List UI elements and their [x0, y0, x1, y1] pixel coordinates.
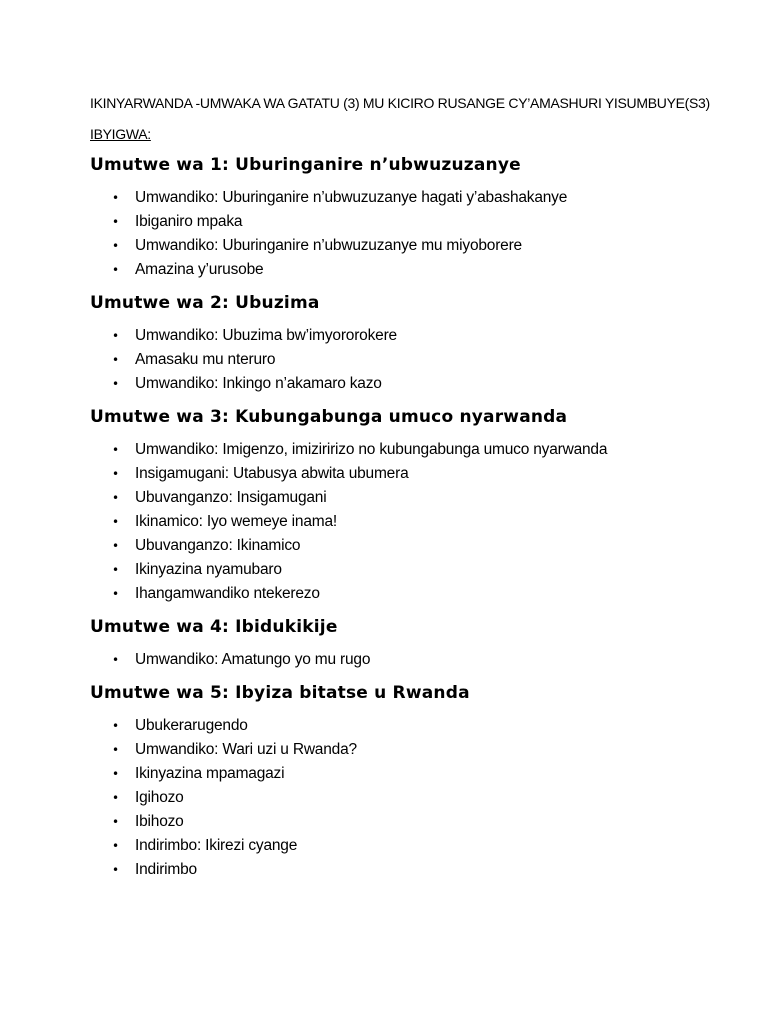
- list-item: [90, 210, 730, 234]
- unit-heading: Umutwe wa 3: Kubungabunga umuco nyarwanda: [90, 407, 568, 427]
- list-item-text: Ikinyazina mpamagazi: [135, 765, 285, 782]
- unit-heading: Umutwe wa 4: Ibidukikije: [90, 617, 338, 637]
- bullet-icon: •: [112, 743, 119, 757]
- list-item: [90, 582, 730, 606]
- list-item-text: Igihozo: [135, 789, 184, 806]
- list-item-text: Ubuvanganzo: Insigamugani: [135, 489, 327, 506]
- list-item: [90, 324, 730, 348]
- bullet-icon: •: [112, 767, 119, 781]
- list-item: [90, 834, 730, 858]
- bullet-icon: •: [112, 191, 119, 205]
- bullet-icon: •: [112, 863, 119, 877]
- unit-topic-list: [90, 186, 730, 282]
- list-item: [90, 786, 730, 810]
- bullet-icon: •: [112, 263, 119, 277]
- list-item-text: Ubuvanganzo: Ikinamico: [135, 537, 301, 554]
- list-item-text: Umwandiko: Uburinganire n’ubwuzuzanye hagati y’abashakanye: [135, 189, 568, 206]
- document-page: [90, 92, 730, 882]
- bullet-icon: •: [112, 815, 119, 829]
- bullet-icon: •: [112, 377, 119, 391]
- bullet-icon: •: [112, 515, 119, 529]
- bullet-icon: •: [112, 467, 119, 481]
- list-item-text: Ibihozo: [135, 813, 184, 830]
- bullet-icon: •: [112, 791, 119, 805]
- list-item: [90, 462, 730, 486]
- bullet-icon: •: [112, 587, 119, 601]
- bullet-icon: •: [112, 215, 119, 229]
- bullet-icon: •: [112, 839, 119, 853]
- list-item-text: Indirimbo: [135, 861, 197, 878]
- list-item-text: Umwandiko: Wari uzi u Rwanda?: [135, 741, 357, 758]
- bullet-icon: •: [112, 719, 119, 733]
- list-item: [90, 372, 730, 396]
- list-item: [90, 258, 730, 282]
- list-item: [90, 762, 730, 786]
- list-item: [90, 486, 730, 510]
- list-item-text: Ikinyazina nyamubaro: [135, 561, 282, 578]
- list-item-text: Amasaku mu nteruro: [135, 351, 276, 368]
- list-item: [90, 810, 730, 834]
- list-item-text: Amazina y’urusobe: [135, 261, 264, 278]
- bullet-icon: •: [112, 353, 119, 367]
- units-container: [90, 154, 730, 882]
- list-item-text: Indirimbo: Ikirezi cyange: [135, 837, 298, 854]
- list-item-text: Ubukerarugendo: [135, 717, 248, 734]
- list-item-text: Ihangamwandiko ntekerezo: [135, 585, 320, 602]
- list-item-text: Ibiganiro mpaka: [135, 213, 243, 230]
- list-item: [90, 438, 730, 462]
- list-item-text: Insigamugani: Utabusya abwita ubumera: [135, 465, 409, 482]
- list-item: [90, 510, 730, 534]
- list-item: [90, 738, 730, 762]
- section-label: IBYIGWA:: [90, 126, 151, 142]
- list-item-text: Umwandiko: Uburinganire n’ubwuzuzanye mu miyoborere: [135, 237, 522, 254]
- list-item: [90, 858, 730, 882]
- bullet-icon: •: [112, 329, 119, 343]
- unit-heading: Umutwe wa 5: Ibyiza bitatse u Rwanda: [90, 683, 470, 703]
- bullet-icon: •: [112, 563, 119, 577]
- list-item: [90, 534, 730, 558]
- unit-topic-list: [90, 714, 730, 882]
- list-item: [90, 648, 730, 672]
- unit-topic-list: [90, 324, 730, 396]
- list-item-text: Umwandiko: Inkingo n’akamaro kazo: [135, 375, 382, 392]
- list-item-text: Umwandiko: Ubuzima bw’imyororokere: [135, 327, 397, 344]
- list-item: [90, 558, 730, 582]
- list-item-text: Ikinamico: Iyo wemeye inama!: [135, 513, 338, 530]
- unit-topic-list: [90, 438, 730, 606]
- list-item: [90, 714, 730, 738]
- list-item-text: Umwandiko: Amatungo yo mu rugo: [135, 651, 371, 668]
- bullet-icon: •: [112, 239, 119, 253]
- bullet-icon: •: [112, 539, 119, 553]
- unit-heading: Umutwe wa 2: Ubuzima: [90, 293, 320, 313]
- list-item: [90, 234, 730, 258]
- bullet-icon: •: [112, 443, 119, 457]
- list-item: [90, 186, 730, 210]
- bullet-icon: •: [112, 491, 119, 505]
- bullet-icon: •: [112, 653, 119, 667]
- list-item-text: Umwandiko: Imigenzo, imiziririzo no kubungabunga umuco nyarwanda: [135, 441, 608, 458]
- document-title: IKINYARWANDA -UMWAKA WA GATATU (3) MU KICIRO RUSANGE CY’AMASHURI YISUMBUYE(S3): [90, 95, 710, 111]
- list-item: [90, 348, 730, 372]
- unit-heading: Umutwe wa 1: Uburinganire n’ubwuzuzanye: [90, 155, 521, 175]
- unit-topic-list: [90, 648, 730, 672]
